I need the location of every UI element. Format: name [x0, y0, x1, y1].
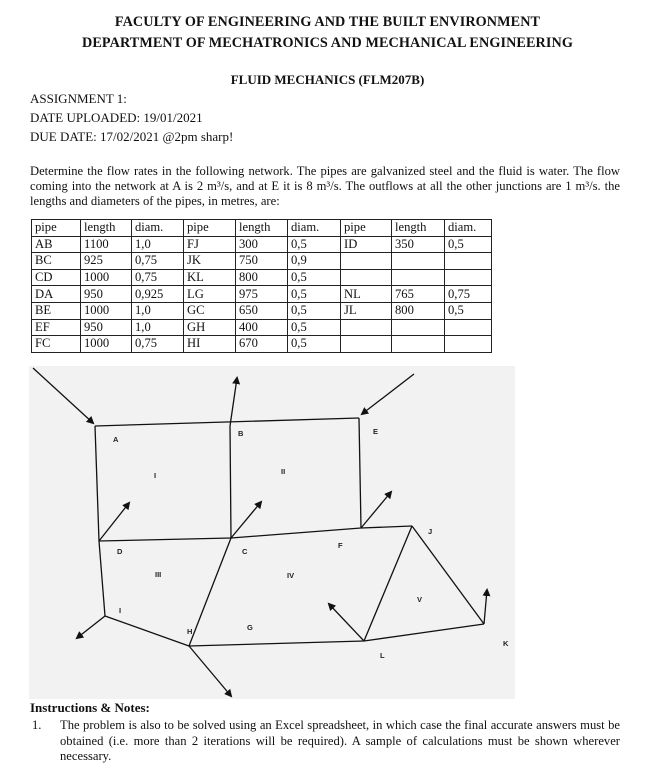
- table-row: [32, 236, 492, 253]
- table-cell: DA: [32, 286, 81, 303]
- table-cell: LG: [184, 286, 236, 303]
- pipe-BC: [230, 426, 231, 538]
- table-cell: 0,9: [288, 253, 341, 270]
- loop-label-3: III: [155, 570, 162, 579]
- pipe-JK: [412, 526, 484, 624]
- notes-title: Instructions & Notes:: [30, 700, 150, 715]
- table-cell: 750: [236, 253, 288, 270]
- table-cell: [341, 269, 392, 286]
- table-header: diam.: [445, 220, 492, 237]
- pipe-KL: [364, 624, 484, 641]
- table-cell: FJ: [184, 236, 236, 253]
- table-cell: 1100: [81, 236, 132, 253]
- table-cell: KL: [184, 269, 236, 286]
- table-cell: 0,5: [288, 319, 341, 336]
- node-label-K: K: [503, 639, 509, 648]
- table-cell: GC: [184, 302, 236, 319]
- inflow-arrow-E: [362, 374, 414, 414]
- pipe-CF: [231, 528, 361, 538]
- table-cell: 1,0: [132, 236, 184, 253]
- outflow-arrow-C: [231, 502, 261, 538]
- table-cell: JL: [341, 302, 392, 319]
- table-cell: BE: [32, 302, 81, 319]
- table-cell: 650: [236, 302, 288, 319]
- node-label-A: A: [113, 435, 119, 444]
- table-cell: [445, 336, 492, 353]
- table-cell: 670: [236, 336, 288, 353]
- pipe-EF: [359, 418, 361, 528]
- loop-label-4: IV: [287, 571, 295, 580]
- table-cell: 0,5: [445, 302, 492, 319]
- node-label-B: B: [238, 429, 244, 438]
- department-heading: DEPARTMENT OF MECHATRONICS AND MECHANICAL ENGINEERING: [81, 35, 574, 51]
- outflow-arrow-I: [77, 616, 105, 638]
- pipe-network-diagram: [29, 366, 515, 699]
- table-cell: 1000: [81, 269, 132, 286]
- table-cell: [392, 319, 445, 336]
- table-row: [32, 302, 492, 319]
- table-cell: [392, 269, 445, 286]
- table-header: pipe: [341, 220, 392, 237]
- pipe-AB: [95, 418, 359, 426]
- pipe-DI: [99, 541, 105, 616]
- node-label-C: C: [242, 547, 248, 556]
- node-label-L: L: [380, 651, 385, 660]
- table-row: [32, 269, 492, 286]
- node-label-I: I: [119, 606, 122, 615]
- table-header: length: [81, 220, 132, 237]
- course-heading: FLUID MECHANICS (FLM207B): [230, 72, 425, 87]
- note-text: The problem is also to be solved using an Excel spreadsheet, in which case the final accurate answers must be obtained (i.e. more than 2 iterations will be required). A sample of calculations must be shown wherever necessary.: [60, 718, 620, 763]
- node-label-E: E: [373, 427, 379, 436]
- table-header: pipe: [32, 220, 81, 237]
- table-cell: 0,925: [132, 286, 184, 303]
- table-cell: 950: [81, 286, 132, 303]
- table-cell: FC: [32, 336, 81, 353]
- outflow-arrow-H: [189, 646, 231, 696]
- table-cell: GH: [184, 319, 236, 336]
- date-uploaded: DATE UPLOADED: 19/01/2021: [30, 110, 203, 125]
- node-label-G: G: [247, 623, 253, 632]
- faculty-heading: FACULTY OF ENGINEERING AND THE BUILT ENVIRONMENT: [114, 14, 541, 30]
- outflow-arrow-D: [99, 503, 129, 541]
- outflow-arrow-K: [484, 590, 487, 624]
- table-header: pipe: [184, 220, 236, 237]
- table-row: [32, 319, 492, 336]
- table-header: diam.: [288, 220, 341, 237]
- table-cell: 800: [392, 302, 445, 319]
- table-cell: 1,0: [132, 302, 184, 319]
- pipe-HL: [189, 641, 364, 646]
- inflow-arrow-A: [33, 368, 93, 423]
- table-header: diam.: [132, 220, 184, 237]
- table-row: [32, 286, 492, 303]
- table-cell: 0,5: [445, 236, 492, 253]
- table-cell: 950: [81, 319, 132, 336]
- pipe-JL: [364, 526, 412, 641]
- table-cell: [392, 253, 445, 270]
- table-cell: 1000: [81, 336, 132, 353]
- table-row: [32, 253, 492, 270]
- table-cell: 0,5: [288, 269, 341, 286]
- node-label-J: J: [428, 527, 433, 536]
- pipe-DC: [99, 538, 231, 541]
- table-cell: 0,5: [288, 302, 341, 319]
- table-cell: [445, 319, 492, 336]
- table-cell: 0,75: [132, 269, 184, 286]
- table-cell: 0,75: [132, 336, 184, 353]
- table-cell: 350: [392, 236, 445, 253]
- note-number: 1.: [32, 718, 42, 732]
- table-cell: AB: [32, 236, 81, 253]
- table-header-row: [32, 220, 492, 237]
- table-cell: 400: [236, 319, 288, 336]
- table-cell: 300: [236, 236, 288, 253]
- table-row: [32, 336, 492, 353]
- loop-label-5: V: [417, 595, 423, 604]
- table-header: length: [236, 220, 288, 237]
- due-date: DUE DATE: 17/02/2021 @2pm sharp!: [30, 129, 234, 144]
- table-cell: [341, 253, 392, 270]
- table-cell: BC: [32, 253, 81, 270]
- table-cell: 0,75: [445, 286, 492, 303]
- node-label-H: H: [187, 627, 193, 636]
- table-cell: 925: [81, 253, 132, 270]
- table-cell: 765: [392, 286, 445, 303]
- table-cell: 975: [236, 286, 288, 303]
- table-cell: HI: [184, 336, 236, 353]
- loop-label-1: I: [154, 471, 157, 480]
- table-cell: [341, 336, 392, 353]
- outflow-arrow-L: [329, 604, 364, 641]
- pipe-IH: [105, 616, 189, 646]
- pipe-AD: [95, 426, 99, 541]
- table-cell: JK: [184, 253, 236, 270]
- table-cell: [341, 319, 392, 336]
- table-cell: 0,5: [288, 286, 341, 303]
- pipe-HC: [189, 538, 231, 646]
- network-svg: [29, 366, 515, 699]
- pipe-table: [31, 219, 492, 353]
- table-cell: 1000: [81, 302, 132, 319]
- table-cell: 0,5: [288, 336, 341, 353]
- outflow-arrow-F: [361, 492, 391, 528]
- table-cell: 0,5: [288, 236, 341, 253]
- table-header: length: [392, 220, 445, 237]
- problem-statement: Determine the flow rates in the following network. The pipes are galvanized steel and the fluid is water. The flow coming into the network at A is 2 m³/s, and at E it is 8 m³/s. The outflows at all the other junctions are 1 m³/s. the lengths and diameters of the pipes, in metres, are:: [30, 164, 620, 208]
- table-cell: ID: [341, 236, 392, 253]
- table-cell: [392, 336, 445, 353]
- outflow-arrow-B: [230, 378, 237, 426]
- table-cell: 800: [236, 269, 288, 286]
- table-cell: 0,75: [132, 253, 184, 270]
- table-cell: [445, 253, 492, 270]
- node-label-D: D: [117, 547, 123, 556]
- node-label-F: F: [338, 541, 343, 550]
- assignment-title: ASSIGNMENT 1:: [30, 91, 127, 106]
- table-cell: [445, 269, 492, 286]
- pipe-FJ: [361, 526, 412, 528]
- table-cell: 1,0: [132, 319, 184, 336]
- table-cell: EF: [32, 319, 81, 336]
- table-cell: NL: [341, 286, 392, 303]
- table-cell: CD: [32, 269, 81, 286]
- loop-label-2: II: [281, 467, 286, 476]
